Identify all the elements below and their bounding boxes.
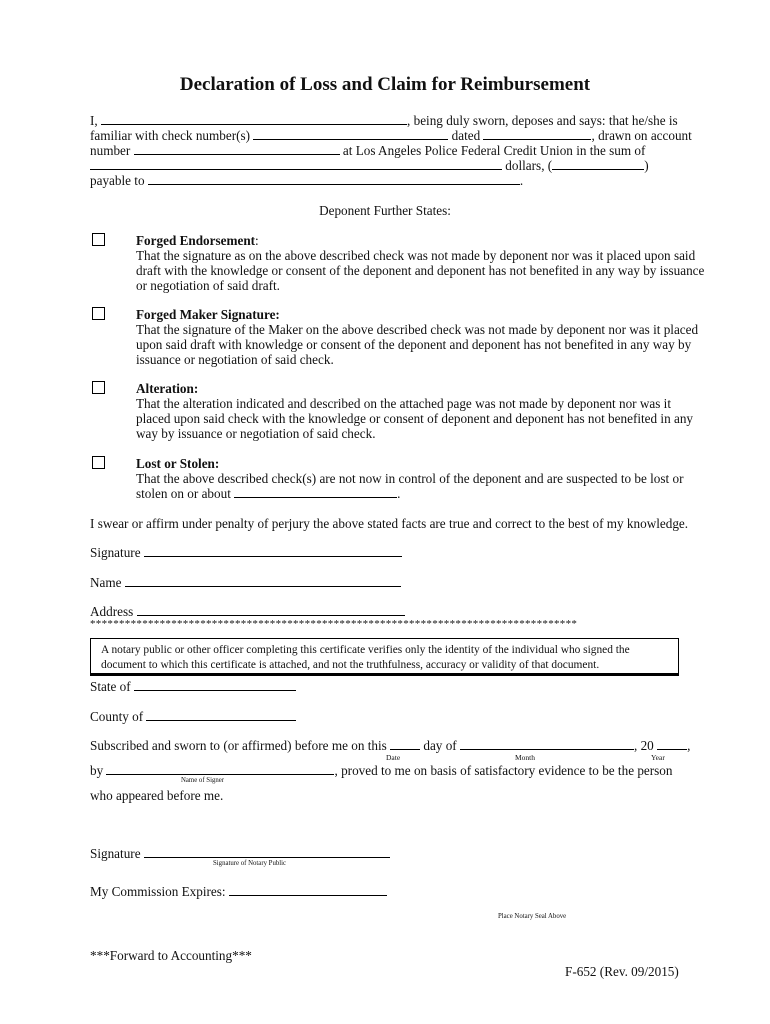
month-caption: Month <box>515 753 536 762</box>
account-number-field[interactable] <box>134 143 340 155</box>
state-field[interactable] <box>134 679 296 691</box>
payable-to-field[interactable] <box>148 173 520 185</box>
year-field[interactable] <box>657 738 687 750</box>
option-text: upon said draft with knowledge or consent of the deponent and deponent has not benefited in any way by <box>136 337 692 352</box>
state-label: State of <box>90 679 131 694</box>
by-text: , proved to me on basis of satisfactory evidence to be the person <box>334 763 673 778</box>
forged-maker-signature-heading: Forged Maker Signature: <box>136 307 280 322</box>
subscribed-text: Subscribed and sworn to (or affirmed) before me on this <box>90 738 387 753</box>
form-id: F-652 (Rev. 09/2015) <box>565 964 679 979</box>
intro-line-3 <box>90 143 645 158</box>
appeared-text: who appeared before me. <box>90 788 224 803</box>
further-states-heading: Deponent Further States: <box>319 203 451 218</box>
amount-words-field[interactable] <box>90 158 502 170</box>
check-number-field[interactable] <box>253 128 448 140</box>
option-text: That the signature of the Maker on the above described check was not made by deponent nor was it placed <box>136 322 699 337</box>
subscribed-row <box>90 738 690 753</box>
lost-date-field[interactable] <box>234 486 397 498</box>
subscribed-text: , 20 <box>633 738 654 753</box>
intro-line-1 <box>90 113 678 128</box>
intro-text: , drawn on account <box>591 128 692 143</box>
alteration-heading: Alteration: <box>136 381 199 396</box>
commission-expires-field[interactable] <box>229 884 387 896</box>
subscribed-text: , <box>687 738 691 753</box>
forward-note: ***Forward to Accounting*** <box>90 948 252 963</box>
page-title: Declaration of Loss and Claim for Reimbursement <box>179 74 591 95</box>
option-text: or negotiation of said draft. <box>136 278 280 293</box>
intro-text: payable to <box>90 173 145 188</box>
intro-text: dollars, ( <box>505 158 553 173</box>
option-text-line <box>136 486 400 501</box>
by-text: by <box>90 763 104 778</box>
swear-statement: I swear or affirm under penalty of perjury the above stated facts are true and correct to the best of my knowledge. <box>90 516 689 531</box>
address-label: Address <box>90 604 134 619</box>
name-of-signer-caption: Name of Signer <box>181 777 225 784</box>
deponent-name-field[interactable] <box>101 113 407 125</box>
day-field[interactable] <box>390 738 420 750</box>
option-text: That the alteration indicated and described on the attached page was not made by deponent nor was it <box>136 396 672 411</box>
notary-signature-caption: Signature of Notary Public <box>213 860 287 867</box>
by-row <box>90 763 673 778</box>
intro-text: . <box>519 173 524 188</box>
seal-caption: Place Notary Seal Above <box>498 913 567 920</box>
forged-endorsement-heading: Forged Endorsement <box>136 233 256 248</box>
option-text: issuance or negotiation of said check. <box>136 352 334 367</box>
intro-text: ) <box>644 158 649 173</box>
intro-text: number <box>90 143 131 158</box>
notary-notice-box <box>90 638 679 674</box>
intro-text: I, <box>90 113 98 128</box>
option-text: That the above described check(s) are not now in control of the deponent and are suspected to be lost or <box>136 471 684 486</box>
signature-label: Signature <box>90 545 141 560</box>
notice-underline <box>90 674 679 676</box>
intro-text: , being duly sworn, deposes and says: that he/she is <box>407 113 678 128</box>
notary-signature-field[interactable] <box>144 846 390 858</box>
commission-row <box>90 884 387 899</box>
county-label: County of <box>90 709 144 724</box>
intro-text: familiar with check number(s) <box>90 128 251 143</box>
name-label: Name <box>90 575 122 590</box>
check-date-field[interactable] <box>483 128 591 140</box>
option-heading <box>136 233 259 248</box>
option-text: draft with the knowledge or consent of the deponent and deponent has not benefited in any way by issuance <box>136 263 705 278</box>
month-field[interactable] <box>460 738 634 750</box>
commission-label: My Commission Expires: <box>90 884 226 899</box>
option-text: . <box>397 486 401 501</box>
name-row <box>90 575 401 590</box>
state-row <box>90 679 296 694</box>
name-of-signer-field[interactable] <box>106 763 334 775</box>
intro-line-2 <box>90 128 692 143</box>
option-text: stolen on or about <box>136 486 231 501</box>
intro-line-4 <box>90 158 649 173</box>
option-text: way by issuance or negotiation of said check. <box>136 426 376 441</box>
lost-or-stolen-heading: Lost or Stolen: <box>136 456 220 471</box>
notary-signature-row <box>90 846 390 861</box>
notice-text <box>101 643 630 672</box>
intro-text: dated <box>451 128 481 143</box>
separator-stars: ************************************************************************************ <box>90 618 578 630</box>
alteration-checkbox[interactable] <box>92 381 105 394</box>
name-field[interactable] <box>125 575 401 587</box>
county-field[interactable] <box>146 709 296 721</box>
notary-signature-label: Signature <box>90 846 141 861</box>
county-row <box>90 709 296 724</box>
option-text: placed upon said check with the knowledge or consent of deponent and deponent has not benefited in any <box>136 411 694 426</box>
signature-row <box>90 545 402 560</box>
intro-text: at Los Angeles Police Federal Credit Union in the sum of <box>342 143 646 158</box>
option-text: That the signature as on the above described check was not made by deponent nor was it placed upon said <box>136 248 696 263</box>
heading-suffix: : <box>255 233 259 248</box>
amount-numeric-field[interactable] <box>552 158 644 170</box>
forged-endorsement-checkbox[interactable] <box>92 233 105 246</box>
address-field[interactable] <box>137 604 405 616</box>
date-caption: Date <box>386 753 401 762</box>
signature-field[interactable] <box>144 545 402 557</box>
subscribed-text: day of <box>423 738 457 753</box>
notice-line: A notary public or other officer completing this certificate verifies only the identity of the individual who signed the <box>101 644 630 656</box>
lost-or-stolen-checkbox[interactable] <box>92 456 105 469</box>
year-caption: Year <box>651 753 665 762</box>
intro-line-5 <box>90 173 523 188</box>
forged-maker-signature-checkbox[interactable] <box>92 307 105 320</box>
notice-line: document to which this certificate is attached, and not the truthfulness, accuracy or validity of that document. <box>101 658 600 671</box>
address-row <box>90 604 405 619</box>
